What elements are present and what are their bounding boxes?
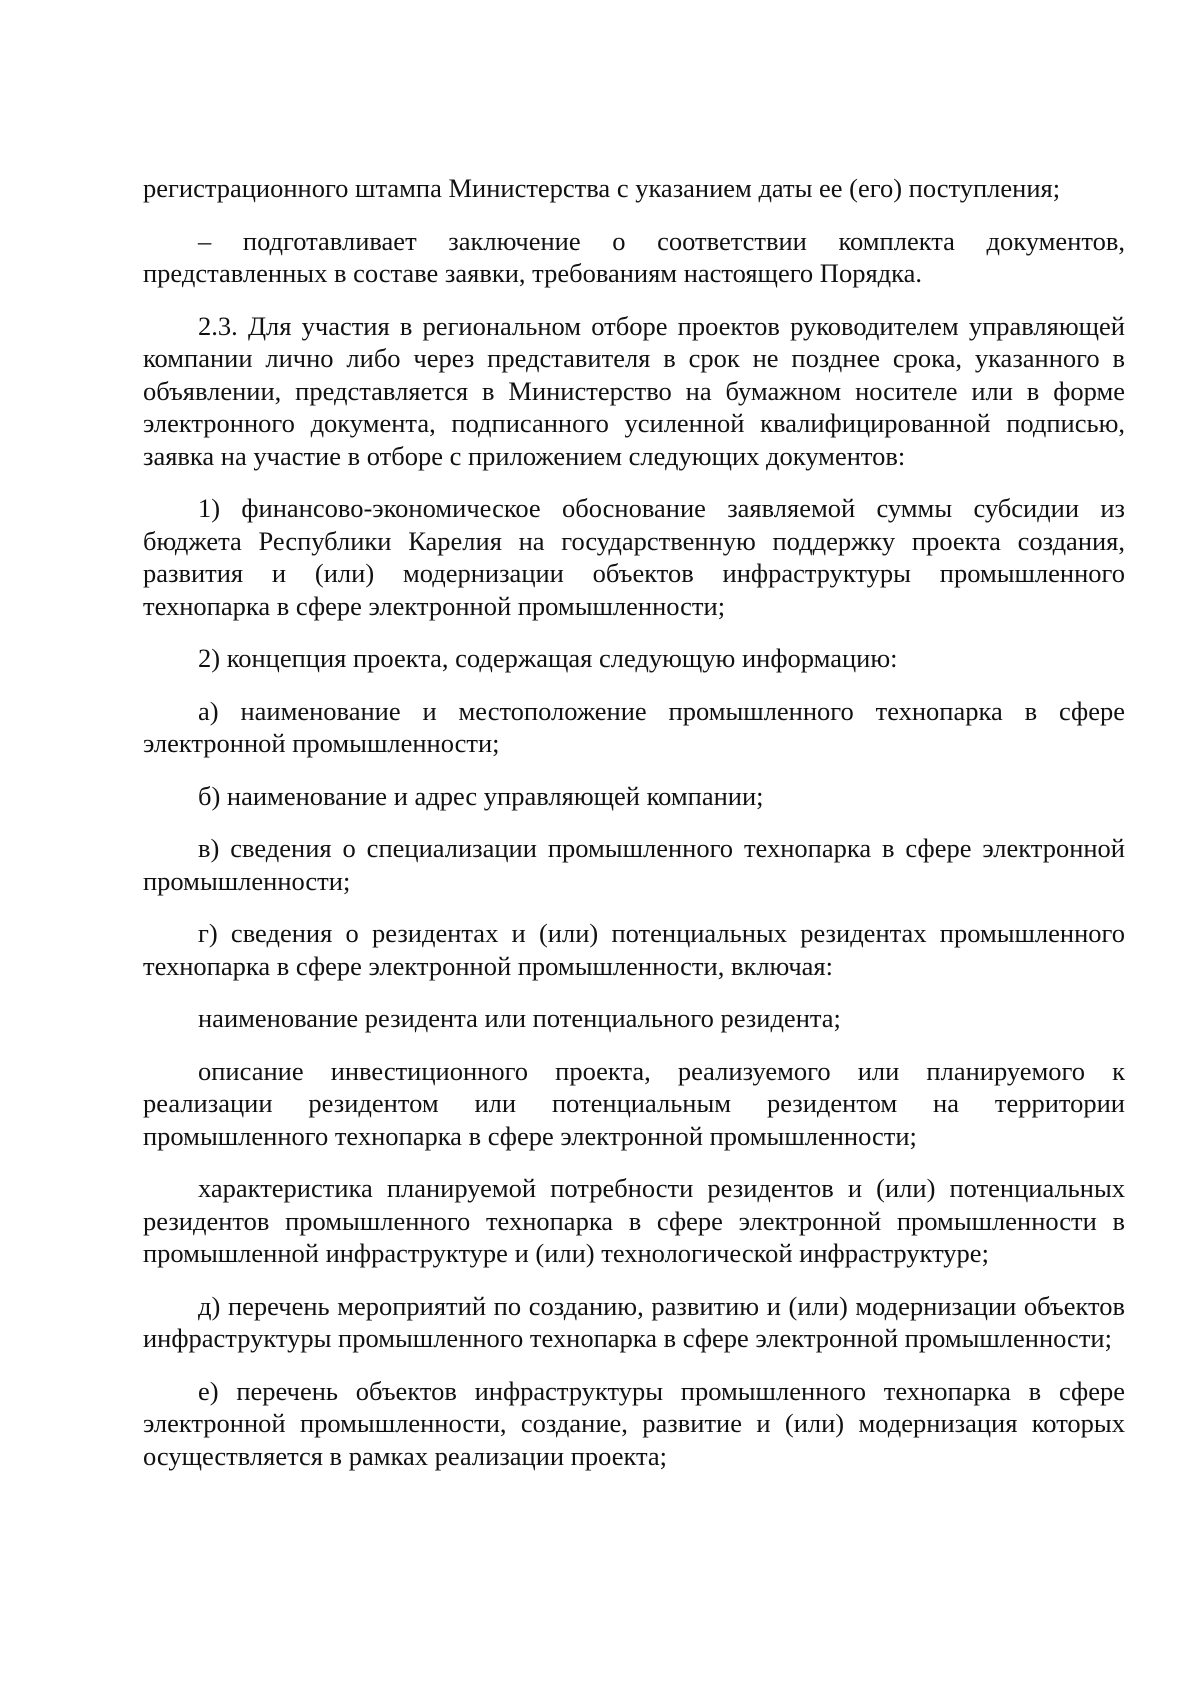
paragraph-continuation: регистрационного штампа Министерства с указанием даты ее (его) поступления; [143, 173, 1061, 203]
paragraph-item-v: в) сведения о специализации промышленного технопарка в сфере электронной промышленности; [143, 833, 1125, 896]
paragraph-item-a: а) наименование и местоположение промышленного технопарка в сфере электронной промышленности; [143, 695, 1125, 758]
paragraph-item-d: д) перечень мероприятий по созданию, развитию и (или) модернизации объектов инфраструктуры промышленного технопарка в сфере электронной промышленности; [143, 1290, 1125, 1353]
paragraph-item-2: 2) концепция проекта, содержащая следующую информацию: [198, 643, 898, 673]
paragraph-item-b: б) наименование и адрес управляющей компании; [198, 780, 764, 811]
paragraph-resident-name: наименование резидента или потенциального резидента; [198, 1003, 841, 1033]
paragraph-item-e: е) перечень объектов инфраструктуры промышленного технопарка в сфере электронной промышленности, создание, развитие и (или) модернизация которых осуществляется в рамках реализации проекта; [143, 1375, 1125, 1471]
paragraph-project-description: описание инвестиционного проекта, реализуемого или планируемого к реализации резидентом или потенциальным резидентом на территории промышленного технопарка в сфере электронной промышленности; [143, 1055, 1125, 1151]
document-page [143, 172, 1125, 1492]
paragraph-item-g: г) сведения о резидентах и (или) потенциальных резидентах промышленного технопарка в сфере электронной промышленности, включая: [143, 918, 1125, 981]
paragraph-section-2-3: 2.3. Для участия в региональном отборе проектов руководителем управляющей компании лично либо через представителя в срок не позднее срока, указанного в объявлении, представляется в Министерство на бумажном носителе или в форме электронного документа, подписанного усиленной квалифицированной подписью, заявка на участие в отборе с приложением следующих документов: [143, 310, 1125, 471]
paragraph-needs-characteristic: характеристика планируемой потребности резидентов и (или) потенциальных резидентов промышленного технопарка в сфере электронной промышленности в промышленной инфраструктуре и (или) технологической инфраструктуре; [143, 1173, 1125, 1268]
paragraph-prepare-conclusion: – подготавливает заключение о соответствии комплекта документов, представленных в составе заявки, требованиям настоящего Порядка. [143, 225, 1125, 288]
paragraph-item-1: 1) финансово-экономическое обоснование заявляемой суммы субсидии из бюджета Республики Карелия на государственную поддержку проекта создания, развития и (или) модернизации объектов инфраструктуры промышленного технопарка в сфере электронной промышленности; [143, 493, 1125, 621]
